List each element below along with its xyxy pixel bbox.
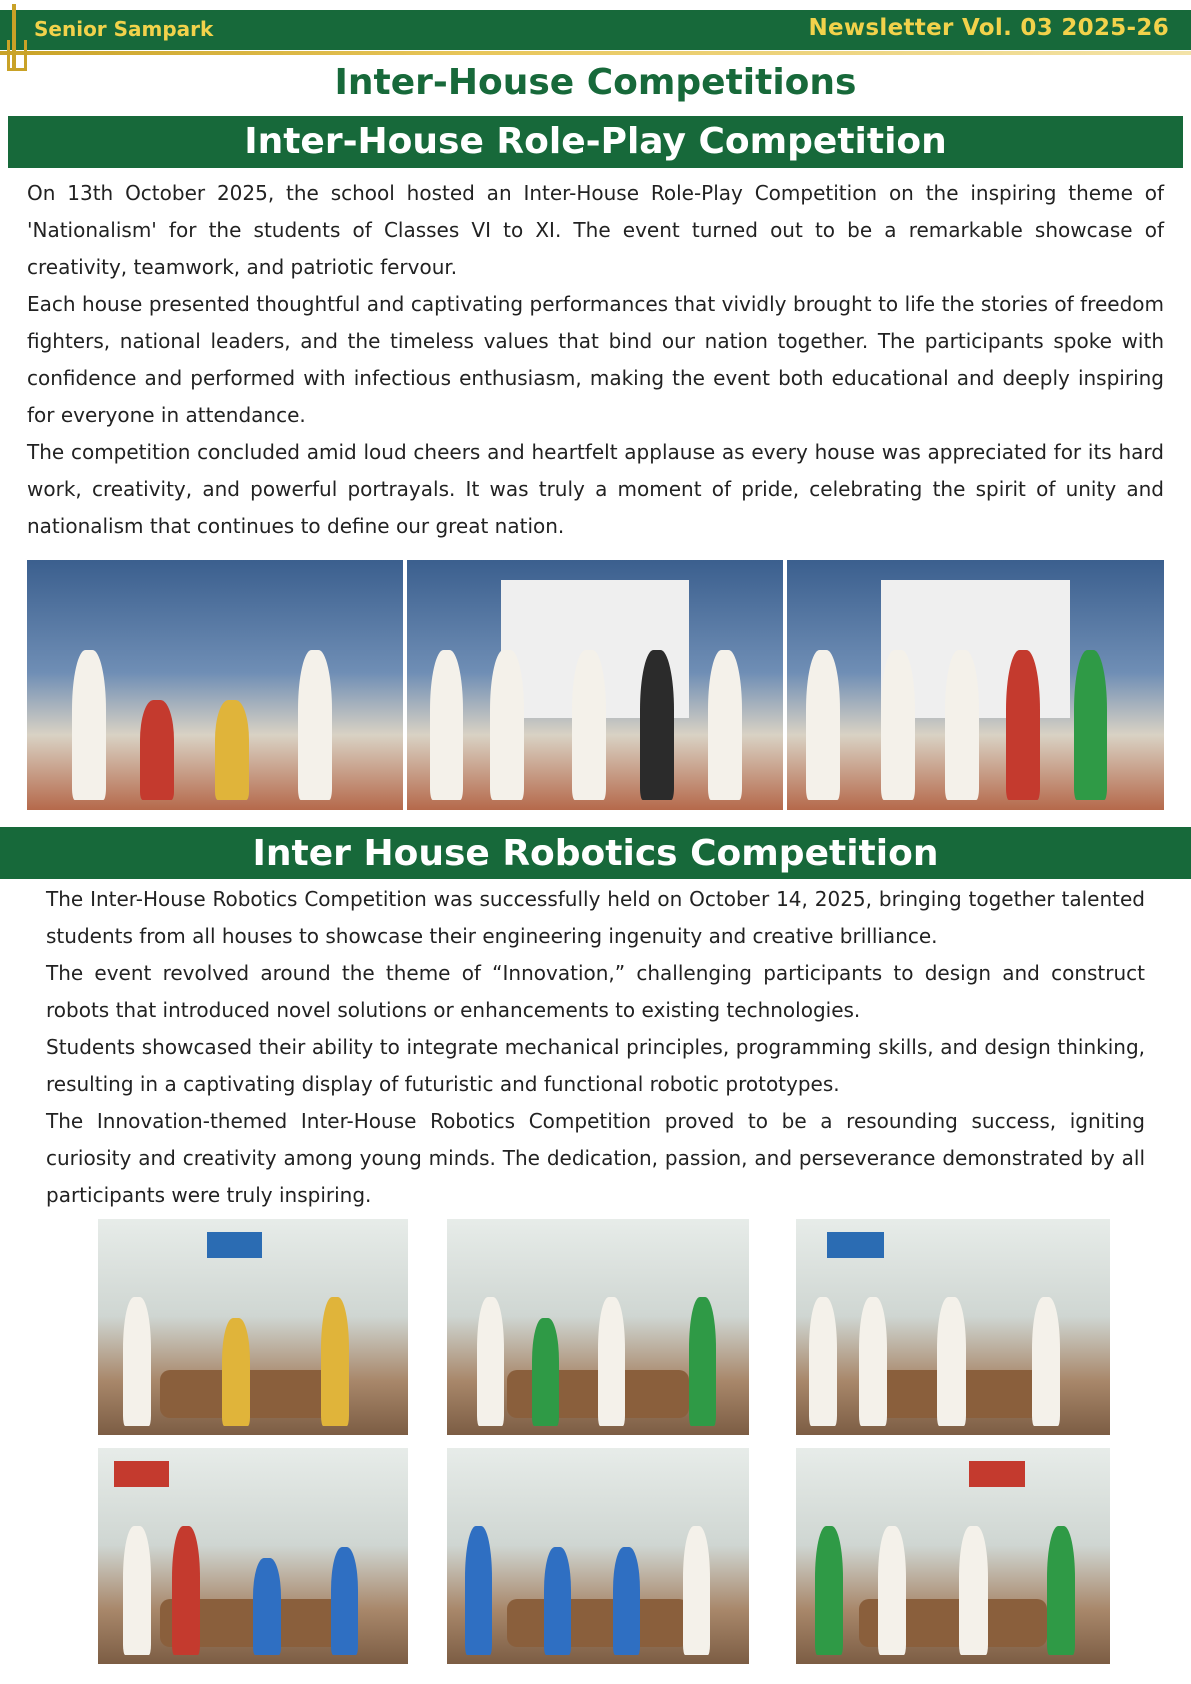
robotics-paragraph: Students showcased their ability to integrate mechanical principles, programming skills, and design thinking, resulting in a captivating display of futuristic and functional robotic prototypes.: [46, 1035, 1145, 1096]
robotics-paragraph: The event revolved around the theme of “Innovation,” challenging participants to design and construct robots that introduced novel solutions or enhancements to existing technologies.: [46, 961, 1145, 1022]
roleplay-paragraph: The competition concluded amid loud cheers and heartfelt applause as every house was appreciated for its hard work, creativity, and powerful portrayals. It was truly a moment of pride, celebrating the spirit of unity and nationalism that continues to define our great nation.: [27, 440, 1164, 538]
gold-divider: [0, 51, 1191, 55]
robotics-heading: Inter House Robotics Competition: [0, 827, 1191, 879]
roleplay-heading: Inter-House Role-Play Competition: [8, 116, 1183, 168]
header-bar: [0, 10, 1191, 50]
roleplay-photo: [27, 560, 403, 810]
robotics-photo: [447, 1219, 749, 1435]
robotics-photo: [796, 1448, 1110, 1664]
robotics-photo: [796, 1219, 1110, 1435]
robotics-text: [46, 881, 1145, 1214]
header-right-label: Newsletter Vol. 03 2025-26: [808, 15, 1169, 41]
page-title: Inter-House Competitions: [334, 62, 857, 103]
roleplay-photo: [787, 560, 1164, 810]
roleplay-paragraph: On 13th October 2025, the school hosted an Inter-House Role-Play Competition on the inspiring theme of 'Nationalism' for the students of Classes VI to XI. The event turned out to be a remarkable showcase of creativity, teamwork, and patriotic fervour.: [27, 181, 1164, 279]
roleplay-paragraph: Each house presented thoughtful and captivating performances that vividly brought to life the stories of freedom fighters, national leaders, and the timeless values that bind our nation together. The participants spoke with confidence and performed with infectious enthusiasm, making the event both educational and deeply inspiring for everyone in attendance.: [27, 292, 1164, 427]
robotics-paragraph: The Innovation-themed Inter-House Robotics Competition proved to be a resounding success, igniting curiosity and creativity among young minds. The dedication, passion, and perseverance demonstrated by all participants were truly inspiring.: [46, 1109, 1145, 1207]
robotics-paragraph: The Inter-House Robotics Competition was successfully held on October 14, 2025, bringing together talented students from all houses to showcase their engineering ingenuity and creative brilliance.: [46, 887, 1145, 948]
roleplay-text: [27, 175, 1164, 545]
robotics-photo: [98, 1219, 408, 1435]
robotics-photo: [98, 1448, 408, 1664]
robotics-photo: [447, 1448, 749, 1664]
header-left-label: Senior Sampark: [34, 17, 214, 41]
roleplay-photo: [407, 560, 783, 810]
